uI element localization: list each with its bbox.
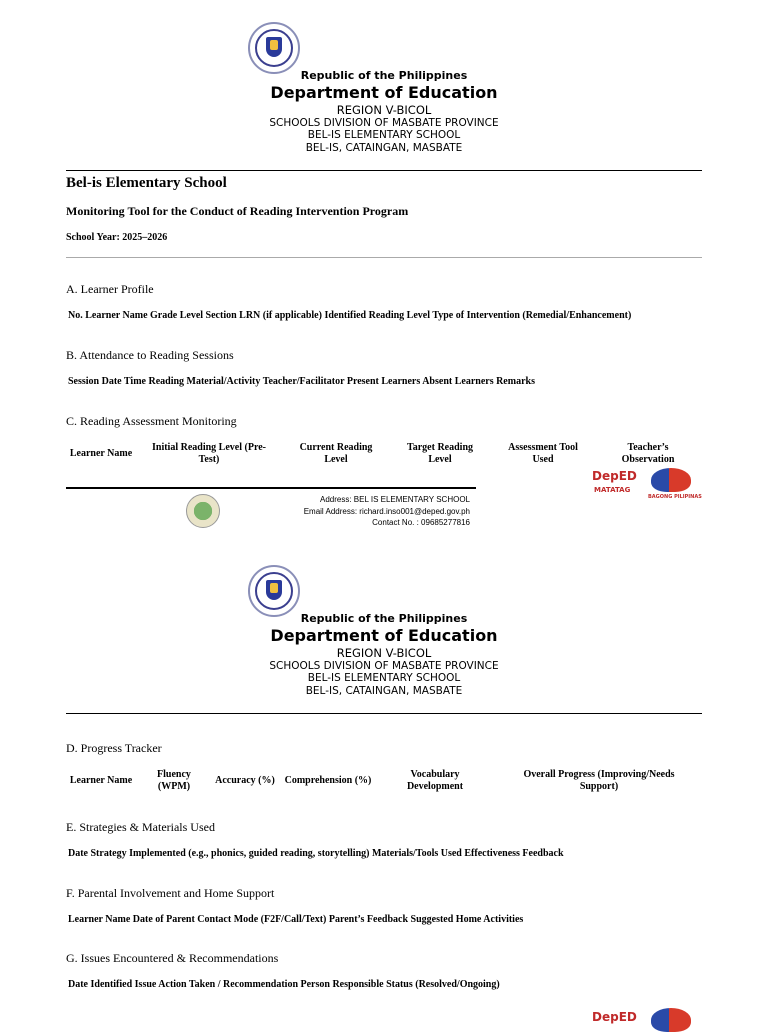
table-header-cell: Initial Reading Level (Pre-Test) <box>152 442 266 465</box>
bagong-pilipinas-logo-icon <box>651 1008 691 1032</box>
deped-seal-icon <box>248 22 300 74</box>
school-text: BEL-IS ELEMENTARY SCHOOL <box>307 672 461 684</box>
department-title: Department of Education <box>270 83 498 102</box>
division-text: SCHOOLS DIVISION OF MASBATE PROVINCE <box>269 117 499 129</box>
table-header-cell: Comprehension (%) <box>284 775 372 786</box>
table-header-cell: Vocabulary Development <box>406 769 464 792</box>
department-title: Department of Education <box>270 626 498 645</box>
document-title: Monitoring Tool for the Conduct of Reading Intervention Program <box>66 204 409 218</box>
header-divider <box>66 713 702 714</box>
footer-email: Email Address: richard.inso001@deped.gov.ph <box>303 507 470 516</box>
footer-divider <box>66 487 476 489</box>
deped-logo-icon: DepED <box>592 1010 637 1024</box>
matatag-text: MATATAG <box>594 486 631 494</box>
table-header-cell: Teacher’s Observation <box>621 442 675 465</box>
section-f-columns: Learner Name Date of Parent Contact Mode (F2F/Call/Text) Parent’s Feedback Suggested Home Activities <box>68 914 524 925</box>
deped-logo-icon: DepED <box>592 469 637 483</box>
section-e-title: E. Strategies & Materials Used <box>66 820 215 834</box>
deped-seal-icon <box>248 565 300 617</box>
section-f-title: F. Parental Involvement and Home Support <box>66 886 275 900</box>
section-d-title: D. Progress Tracker <box>66 741 162 755</box>
location-text: BEL-IS, CATAINGAN, MASBATE <box>305 685 463 697</box>
section-b-columns: Session Date Time Reading Material/Activity Teacher/Facilitator Present Learners Absent Learners Remarks <box>68 376 535 387</box>
school-logo-icon <box>186 494 220 528</box>
table-header-cell: Assessment Tool Used <box>508 442 578 465</box>
table-header-cell: Learner Name <box>69 448 133 459</box>
bagong-pilipinas-text: BAGONG PILIPINAS <box>648 494 702 500</box>
section-c-title: C. Reading Assessment Monitoring <box>66 414 237 428</box>
table-header-cell: Accuracy (%) <box>215 775 275 786</box>
section-g-title: G. Issues Encountered & Recommendations <box>66 951 279 965</box>
header-divider <box>66 170 702 171</box>
table-header-cell: Fluency (WPM) <box>157 769 191 792</box>
republic-text: Republic of the Philippines <box>300 69 468 82</box>
table-header-cell: Current Reading Level <box>299 442 373 465</box>
region-text: REGION V-BICOL <box>336 646 432 660</box>
section-g-columns: Date Identified Issue Action Taken / Recommendation Person Responsible Status (Resolved/Ongoing) <box>68 979 500 990</box>
school-year: School Year: 2025–2026 <box>66 232 168 243</box>
section-b-title: B. Attendance to Reading Sessions <box>66 348 234 362</box>
footer-address: Address: BEL IS ELEMENTARY SCHOOL <box>320 495 470 504</box>
school-name-heading: Bel-is Elementary School <box>66 175 227 191</box>
bagong-pilipinas-logo-icon <box>651 468 691 492</box>
section-a-title: A. Learner Profile <box>66 282 154 296</box>
footer-contact: Contact No. : 09685277816 <box>372 518 470 527</box>
table-header-cell: Target Reading Level <box>406 442 474 465</box>
table-header-cell: Learner Name <box>69 775 133 786</box>
location-text: BEL-IS, CATAINGAN, MASBATE <box>305 142 463 154</box>
table-header-cell: Overall Progress (Improving/Needs Support) <box>523 769 675 792</box>
title-divider <box>66 257 702 258</box>
region-text: REGION V-BICOL <box>336 103 432 117</box>
division-text: SCHOOLS DIVISION OF MASBATE PROVINCE <box>269 660 499 672</box>
school-text: BEL-IS ELEMENTARY SCHOOL <box>307 129 461 141</box>
section-a-columns: No. Learner Name Grade Level Section LRN (if applicable) Identified Reading Level Type of Intervention (Remedial/Enhancement) <box>68 310 632 321</box>
republic-text: Republic of the Philippines <box>300 612 468 625</box>
section-e-columns: Date Strategy Implemented (e.g., phonics, guided reading, storytelling) Materials/Tools Used Effectiveness Feedback <box>68 848 564 859</box>
